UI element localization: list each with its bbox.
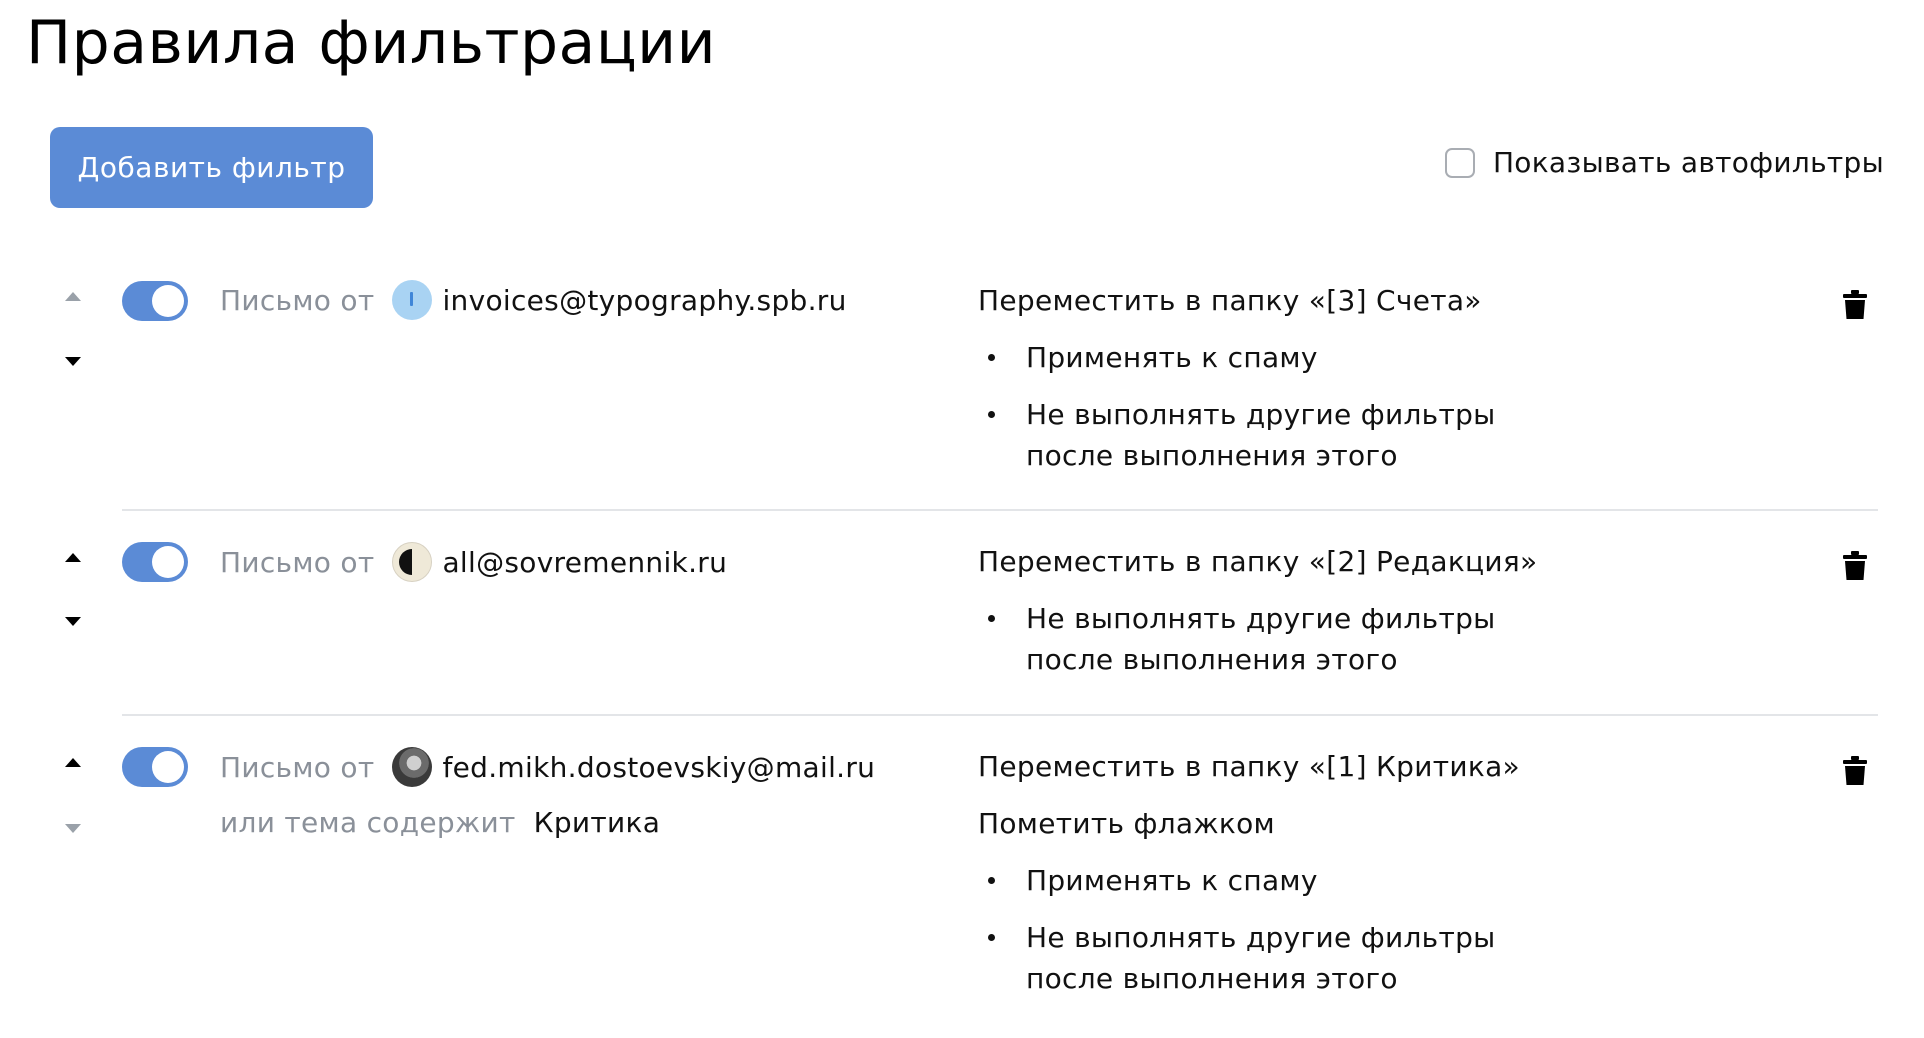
show-autofilters-checkbox[interactable] (1445, 148, 1475, 178)
sender-email: invoices@typography.spb.ru (442, 283, 847, 317)
rule-option: Не выполнять другие фильтры после выполнения этого (978, 394, 1586, 476)
rule-secondary-action: Пометить флажком (978, 807, 1275, 840)
move-up-icon (65, 292, 81, 301)
toggle-knob (152, 285, 184, 317)
sender-email: all@sovremennik.ru (442, 545, 728, 579)
page-title: Правила фильтрации (26, 8, 717, 78)
move-up-icon[interactable] (65, 758, 81, 767)
rule-enabled-toggle[interactable] (122, 281, 188, 321)
rule-option: Не выполнять другие фильтры после выполнения этого (978, 917, 1586, 999)
move-down-icon[interactable] (65, 357, 81, 366)
rule-subject-condition (220, 806, 660, 839)
rule-option: Не выполнять другие фильтры после выполнения этого (978, 598, 1586, 680)
condition-label: Письмо от (220, 283, 375, 317)
rule-condition (220, 542, 727, 582)
move-down-icon[interactable] (65, 617, 81, 626)
delete-trash-icon[interactable] (1842, 756, 1868, 786)
rule-enabled-toggle[interactable] (122, 747, 188, 787)
add-filter-button[interactable]: Добавить фильтр (50, 127, 373, 208)
rule-option: Применять к спаму (978, 337, 1586, 378)
subject-condition-label: или тема содержит (220, 806, 516, 839)
rule-main-action: Переместить в папку «[3] Счета» (978, 284, 1482, 317)
condition-label: Письмо от (220, 750, 375, 784)
toggle-knob (152, 546, 184, 578)
show-autofilters-label: Показывать автофильтры (1492, 146, 1884, 179)
sender-avatar-icon (392, 747, 432, 787)
rule-enabled-toggle[interactable] (122, 542, 188, 582)
toggle-knob (152, 751, 184, 783)
rule-condition (220, 747, 875, 787)
rule-main-action: Переместить в папку «[2] Редакция» (978, 545, 1538, 578)
subject-value: Критика (533, 806, 661, 839)
rule-divider (122, 714, 1878, 716)
move-up-icon[interactable] (65, 553, 81, 562)
delete-trash-icon[interactable] (1842, 290, 1868, 320)
rule-actions (978, 746, 1586, 1015)
sender-avatar-icon (392, 542, 432, 582)
move-down-icon (65, 824, 81, 833)
rule-options (978, 598, 1586, 680)
rule-main-action: Переместить в папку «[1] Критика» (978, 750, 1520, 783)
rule-actions (978, 541, 1586, 696)
rule-options (978, 337, 1586, 476)
sender-avatar-icon (392, 280, 432, 320)
condition-label: Письмо от (220, 545, 375, 579)
rule-condition (220, 280, 847, 320)
show-autofilters-toggle[interactable] (1445, 146, 1884, 179)
rule-option: Применять к спаму (978, 860, 1586, 901)
sender-email: fed.mikh.dostoevskiy@mail.ru (442, 750, 876, 784)
rule-options (978, 860, 1586, 999)
delete-trash-icon[interactable] (1842, 551, 1868, 581)
rule-divider (122, 509, 1878, 511)
rule-actions (978, 280, 1586, 492)
